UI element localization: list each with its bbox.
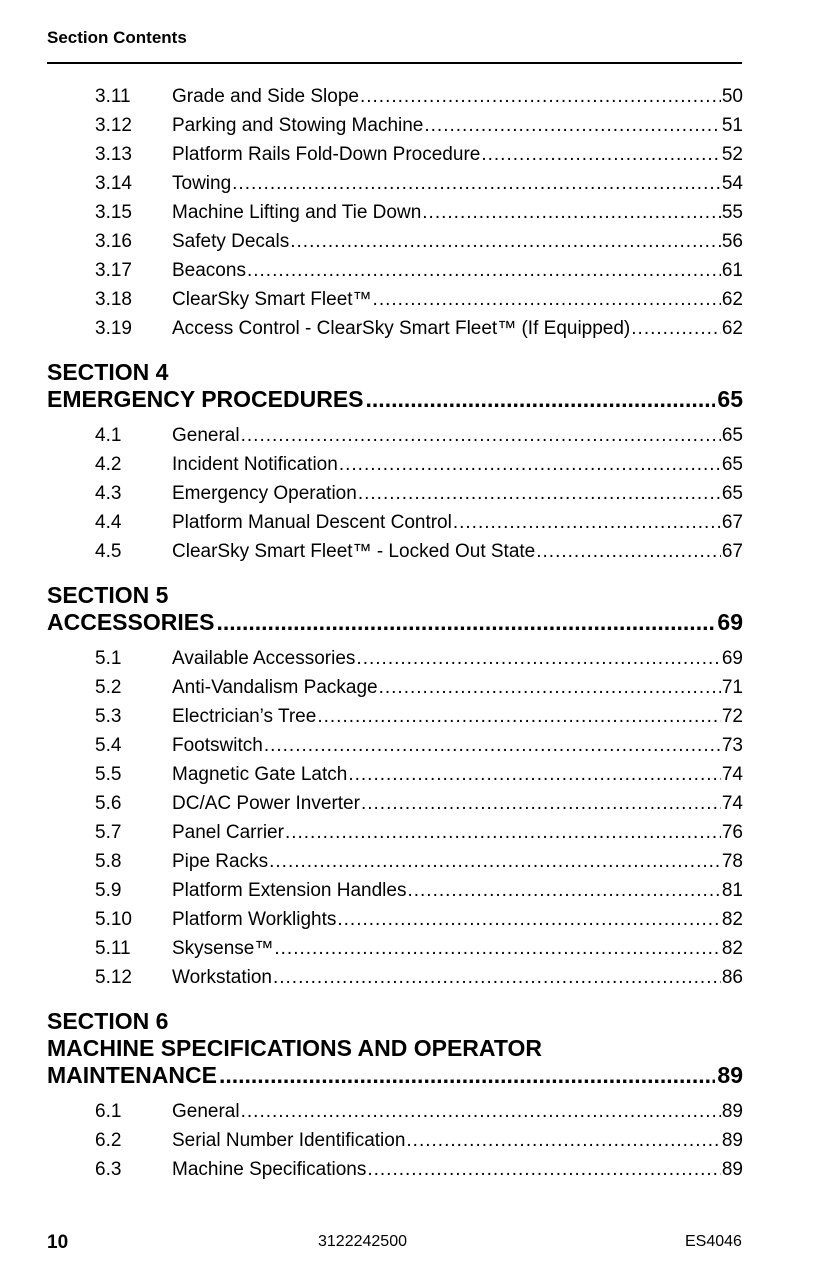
dot-leader	[356, 647, 720, 671]
entry-title: Beacons	[172, 260, 246, 281]
header-rule	[47, 62, 742, 64]
entry-page: 51	[721, 115, 743, 136]
toc-entry-5-2[interactable]	[95, 676, 743, 700]
entry-number: 5.2	[95, 677, 122, 698]
dot-leader	[285, 821, 721, 845]
entry-page: 67	[721, 541, 743, 562]
dot-leader	[241, 424, 721, 448]
toc-entry-5-10[interactable]	[95, 908, 743, 932]
entry-page: 89	[721, 1101, 743, 1122]
dot-leader	[317, 705, 721, 729]
entry-title: Towing	[172, 173, 232, 194]
entry-number: 5.5	[95, 764, 122, 785]
entry-number: 3.18	[95, 289, 132, 310]
dot-leader	[269, 850, 721, 874]
toc-entry-5-3[interactable]	[95, 705, 743, 729]
section-title: MAINTENANCE	[47, 1062, 217, 1088]
entry-page: 50	[721, 86, 743, 107]
entry-number: 3.14	[95, 173, 132, 194]
entry-number: 3.16	[95, 231, 132, 252]
entry-number: 5.9	[95, 880, 122, 901]
entry-title: Parking and Stowing Machine	[172, 115, 424, 136]
entry-page: 76	[721, 822, 743, 843]
entry-number: 6.3	[95, 1159, 122, 1180]
entry-title: DC/AC Power Inverter	[172, 793, 360, 814]
entry-number: 4.2	[95, 454, 122, 475]
entry-page: 65	[721, 425, 743, 446]
entry-title: Workstation	[172, 967, 272, 988]
entry-title: Platform Manual Descent Control	[172, 512, 452, 533]
section-6-title-line1: MACHINE SPECIFICATIONS AND OPERATOR	[47, 1035, 542, 1061]
entry-number: 5.6	[95, 793, 122, 814]
entry-page: 67	[721, 512, 743, 533]
entry-title: Platform Worklights	[172, 909, 337, 930]
toc-entry-5-7[interactable]	[95, 821, 743, 845]
entry-page: 74	[721, 793, 743, 814]
section-5-label: SECTION 5	[47, 582, 169, 608]
entry-title: Panel Carrier	[172, 822, 284, 843]
section-page: 69	[717, 609, 743, 635]
dot-leader	[339, 453, 721, 477]
section-page: 89	[717, 1062, 743, 1088]
toc-entry-5-9[interactable]	[95, 879, 743, 903]
entry-title: Access Control - ClearSky Smart Fleet™ (If Equipped)	[172, 318, 631, 339]
dot-leader	[247, 259, 721, 283]
dot-leader	[358, 482, 721, 506]
entry-page: 56	[721, 231, 743, 252]
dot-leader	[348, 763, 721, 787]
entry-page: 54	[721, 173, 743, 194]
entry-title: Skysense™	[172, 938, 274, 959]
entry-number: 4.4	[95, 512, 122, 533]
entry-title: ClearSky Smart Fleet™ - Locked Out State	[172, 541, 536, 562]
section-page: 65	[717, 386, 743, 412]
dot-leader	[290, 230, 721, 254]
entry-page: 74	[721, 764, 743, 785]
entry-title: Machine Specifications	[172, 1159, 367, 1180]
toc-entry-3-16[interactable]	[95, 230, 743, 254]
entry-number: 5.10	[95, 909, 132, 930]
dot-leader	[219, 1061, 715, 1089]
entry-page: 72	[721, 706, 743, 727]
entry-number: 5.7	[95, 822, 122, 843]
toc-entry-5-8[interactable]	[95, 850, 743, 874]
footer-model: ES4046	[685, 1233, 742, 1250]
section-4-label: SECTION 4	[47, 359, 169, 385]
entry-title: Grade and Side Slope	[172, 86, 359, 107]
dot-leader	[373, 288, 721, 312]
dot-leader	[360, 85, 721, 109]
dot-leader	[379, 676, 721, 700]
entry-page: 65	[721, 483, 743, 504]
dot-leader	[366, 385, 716, 413]
section-title: EMERGENCY PROCEDURES	[47, 386, 364, 412]
entry-title: Magnetic Gate Latch	[172, 764, 348, 785]
toc-entry-4-1[interactable]	[95, 424, 743, 448]
footer-page-number: 10	[47, 1232, 69, 1253]
dot-leader	[361, 792, 721, 816]
entry-page: 82	[721, 938, 743, 959]
entry-page: 89	[721, 1130, 743, 1151]
entry-number: 3.13	[95, 144, 132, 165]
entry-number: 5.1	[95, 648, 122, 669]
dot-leader	[631, 317, 721, 341]
entry-number: 6.1	[95, 1101, 122, 1122]
entry-number: 6.2	[95, 1130, 122, 1151]
entry-page: 89	[721, 1159, 743, 1180]
dot-leader	[481, 143, 721, 167]
toc-entry-3-15[interactable]	[95, 201, 743, 225]
entry-title: Available Accessories	[172, 648, 356, 669]
entry-number: 5.3	[95, 706, 122, 727]
toc-entry-4-3[interactable]	[95, 482, 743, 506]
entry-number: 4.5	[95, 541, 122, 562]
toc-entry-5-11[interactable]	[95, 937, 743, 961]
dot-leader	[274, 937, 720, 961]
entry-title: Footswitch	[172, 735, 263, 756]
entry-title: Electrician’s Tree	[172, 706, 317, 727]
dot-leader	[232, 172, 721, 196]
entry-number: 4.1	[95, 425, 122, 446]
entry-title: ClearSky Smart Fleet™	[172, 289, 372, 310]
entry-page: 52	[721, 144, 743, 165]
entry-page: 82	[721, 909, 743, 930]
entry-title: Safety Decals	[172, 231, 290, 252]
entry-title: Serial Number Identification	[172, 1130, 406, 1151]
toc-entry-4-4[interactable]	[95, 511, 743, 535]
toc-entry-5-12[interactable]	[95, 966, 743, 990]
dot-leader	[407, 879, 720, 903]
toc-entry-4-2[interactable]	[95, 453, 743, 477]
dot-leader	[406, 1129, 720, 1153]
entry-number: 5.12	[95, 967, 132, 988]
dot-leader	[216, 608, 715, 636]
entry-page: 65	[721, 454, 743, 475]
dot-leader	[424, 114, 720, 138]
toc-entry-3-12[interactable]	[95, 114, 743, 138]
toc-entry-4-5[interactable]	[95, 540, 743, 564]
entry-number: 5.11	[95, 938, 131, 959]
entry-title: Incident Notification	[172, 454, 338, 475]
entry-number: 5.4	[95, 735, 122, 756]
toc-entry-3-11[interactable]	[95, 85, 743, 109]
dot-leader	[367, 1158, 721, 1182]
entry-title: Machine Lifting and Tie Down	[172, 202, 422, 223]
entry-number: 4.3	[95, 483, 122, 504]
entry-number: 3.19	[95, 318, 132, 339]
entry-title: Emergency Operation	[172, 483, 357, 504]
toc-entry-6-1[interactable]	[95, 1100, 743, 1124]
section-contents-header: Section Contents	[47, 28, 187, 47]
entry-title: General	[172, 1101, 240, 1122]
toc-entry-3-13[interactable]	[95, 143, 743, 167]
footer-doc-number: 3122242500	[318, 1233, 407, 1250]
entry-page: 69	[721, 648, 743, 669]
toc-entry-5-4[interactable]	[95, 734, 743, 758]
toc-entry-5-5[interactable]	[95, 763, 743, 787]
section-4-heading[interactable]	[47, 385, 743, 413]
toc-entry-3-18[interactable]	[95, 288, 743, 312]
dot-leader	[337, 908, 721, 932]
toc-entry-5-1[interactable]	[95, 647, 743, 671]
toc-entry-3-14[interactable]	[95, 172, 743, 196]
toc-entry-6-3[interactable]	[95, 1158, 743, 1182]
section-5-heading[interactable]	[47, 608, 743, 636]
entry-page: 71	[721, 677, 743, 698]
dot-leader	[273, 966, 721, 990]
dot-leader	[453, 511, 721, 535]
toc-entry-3-19[interactable]	[95, 317, 743, 341]
toc-entry-3-17[interactable]	[95, 259, 743, 283]
dot-leader	[241, 1100, 721, 1124]
entry-title: Pipe Racks	[172, 851, 269, 872]
entry-page: 86	[721, 967, 743, 988]
section-6-heading[interactable]	[47, 1061, 743, 1089]
entry-number: 3.11	[95, 86, 131, 107]
entry-page: 78	[721, 851, 743, 872]
entry-page: 61	[721, 260, 743, 281]
entry-title: Anti-Vandalism Package	[172, 677, 378, 698]
entry-number: 3.15	[95, 202, 132, 223]
entry-page: 73	[721, 735, 743, 756]
entry-number: 3.12	[95, 115, 132, 136]
toc-entry-6-2[interactable]	[95, 1129, 743, 1153]
entry-number: 3.17	[95, 260, 132, 281]
entry-page: 55	[721, 202, 743, 223]
entry-page: 62	[721, 318, 743, 339]
section-6-label: SECTION 6	[47, 1008, 169, 1034]
entry-title: General	[172, 425, 240, 446]
entry-page: 62	[721, 289, 743, 310]
entry-number: 5.8	[95, 851, 122, 872]
dot-leader	[422, 201, 721, 225]
dot-leader	[264, 734, 721, 758]
entry-title: Platform Rails Fold-Down Procedure	[172, 144, 481, 165]
dot-leader	[536, 540, 721, 564]
entry-page: 81	[721, 880, 743, 901]
toc-entry-5-6[interactable]	[95, 792, 743, 816]
section-title: ACCESSORIES	[47, 609, 215, 635]
entry-title: Platform Extension Handles	[172, 880, 407, 901]
